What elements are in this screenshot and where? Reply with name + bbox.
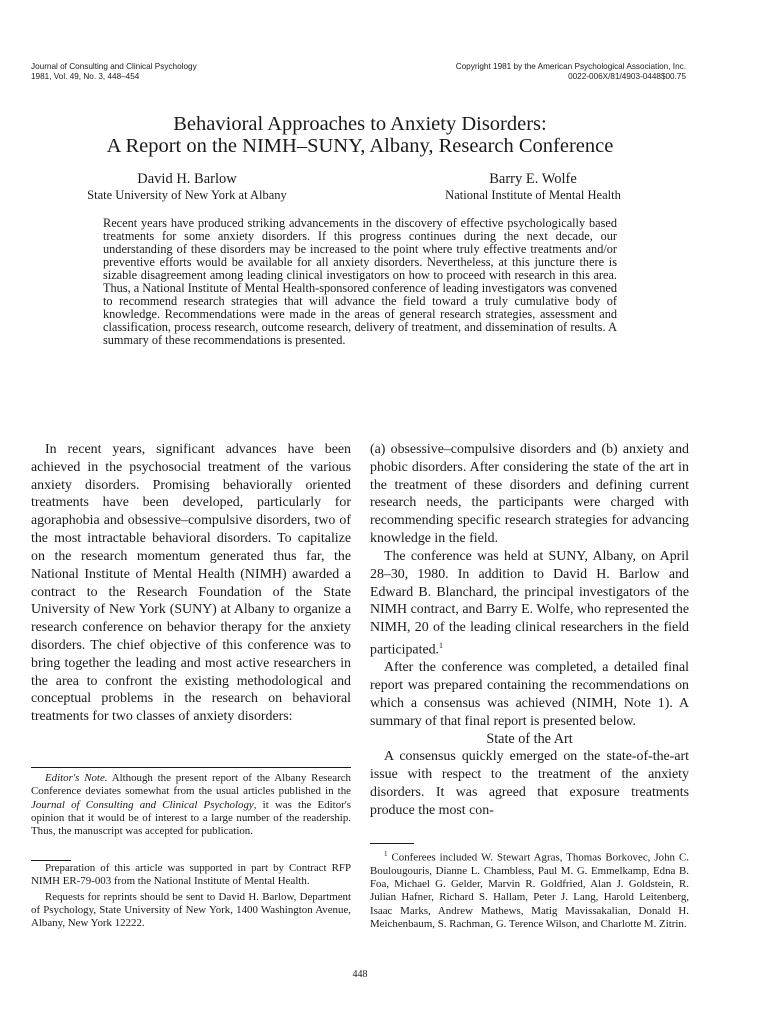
footnote-marker: 1 [439,640,444,650]
author-name: David H. Barlow [137,171,237,187]
copyright-line: Copyright 1981 by the American Psychological Association, Inc. [455,62,686,71]
body-paragraph: (a) obsessive–compulsive disorders and (b) anxiety and phobic disorders. After considering the state of the art in the treatment of these disorders and defining current research needs, the participants were charged with recommending specific research strategies for advancing knowledge in the field. [370,442,689,547]
author-block-2 [378,172,688,203]
page-number: 448 [352,969,368,980]
journal-name: Journal of Consulting and Clinical Psychology [31,62,197,71]
paragraph-text: The conference was held at SUNY, Albany, on April 28–30, 1980. In addition to David H. Barlow and Edward B. Blanchard, the principal investigators of the NIMH contract, and Barry E. Wolfe, who represented the NIMH, 20 of the leading clinical researchers in the field participated. [370,548,689,658]
author-affiliation: National Institute of Mental Health [445,187,621,202]
issn-line: 0022-006X/81/4903-0448$00.75 [568,71,686,81]
body-paragraph: A consensus quickly emerged on the state-of-the-art issue with respect to the treatment of the anxiety disorders. It was agreed that exposure treatments produce the most con- [370,749,689,818]
journal-citation [31,62,197,81]
body-paragraph [370,548,689,660]
body-paragraph: After the conference was completed, a detailed final report was prepared containing the recommendations on which a consensus was achieved (NIMH, Note 1). A summary of that final report is presented below. [370,660,689,729]
body-column-right [370,441,689,820]
footnote-rule [31,860,71,861]
title-line-1: Behavioral Approaches to Anxiety Disorders: [173,113,547,135]
journal-title-italic: Journal of Consulting and Clinical Psychology [31,798,254,811]
section-heading: State of the Art [486,730,573,747]
editor-note-label: Editor's Note. [45,772,108,784]
body-paragraph: In recent years, significant advances have been achieved in the psychosocial treatment of the various anxiety disorders. Promising behaviorally oriented treatments have been developed, particularly for agoraphobia and obsessive–compulsive disorders, two of the most intractable behavioral disorders. To capitalize on the research momentum generated thus far, the National Institute of Mental Health (NIMH) awarded a contract to the Research Foundation of the State University of New York (SUNY) at Albany to organize a research conference on behavior therapy for the anxiety disorders. The chief objective of this conference was to bring together the leading and most active researchers in the area to confront the existing methodological and conceptual problems in the research on behavioral treatments for two classes of anxiety disorders: [31,442,351,725]
author-note [31,862,351,930]
footnote-rule [370,843,414,844]
journal-volume: 1981, Vol. 49, No. 3, 448–454 [31,71,140,81]
reprint-note: Requests for reprints should be sent to David H. Barlow, Department of Psychology, State University of New York, 1400 Washington Avenue, Albany, New York 12222. [31,890,351,929]
body-column-left [31,441,351,726]
editor-note-text: Although the present report of the Albany Research Conference deviates somewhat from the usual articles published in the [31,772,351,798]
author-name: Barry E. Wolfe [489,171,577,187]
funding-note: Preparation of this article was supported in part by Contract RFP NIMH ER-79-003 from the National Institute of Mental Health. [31,862,351,888]
editor-note-rule [31,767,351,768]
abstract: Recent years have produced striking advancements in the discovery of effective psychologically based treatments for some anxiety disorders. If this progress continues during the next decade, our understanding of these disorders may be increased to the point where truly effective treatments and/or preventive efforts would be available for all anxiety disorders. Nevertheless, at this juncture there is sizable disagreement among leading clinical investigators on how to proceed with research in this area. Thus, a National Institute of Mental Health-sponsored conference of leading investigators was convened to recommend research strategies that will advance the field toward a truly cumulative body of knowledge. Recommendations were made in the areas of general research strategies, assessment and classification, process research, outcome research, delivery of treatment, and dissemination of results. A summary of these recommendations is presented. [103,216,617,348]
copyright-notice [456,62,686,81]
footnote-marker: 1 [384,850,388,858]
author-block-1 [32,172,342,203]
editor-note-text: , it was the Editor's opinion that it would be of interest to a large number of the readership. Thus, the manuscript was accepted for publication. [31,798,351,837]
editor-note [31,772,351,838]
author-affiliation: State University of New York at Albany [87,187,287,202]
article-title [0,113,720,157]
footnote [370,848,689,931]
footnote-text: Conferees included W. Stewart Agras, Thomas Borkovec, John C. Boulougouris, Dianne L. Chambless, Paul M. G. Emmelkamp, Edna B. Foa, Michael G. Gelder, Marvin R. Goldfried, Alan J. Goldstein, R. Julian Hafner, Richard S. Hallam, Peter J. Lang, Harold Leitenberg, Isaac Marks, Andrew Mathews, Matig Mavissakalian, Donald H. Meichenbaum, S. Rachman, G. Terence Wilson, and Charlotte M. Zitrin. [370,851,689,930]
title-line-2: A Report on the NIMH–SUNY, Albany, Research Conference [106,135,614,157]
